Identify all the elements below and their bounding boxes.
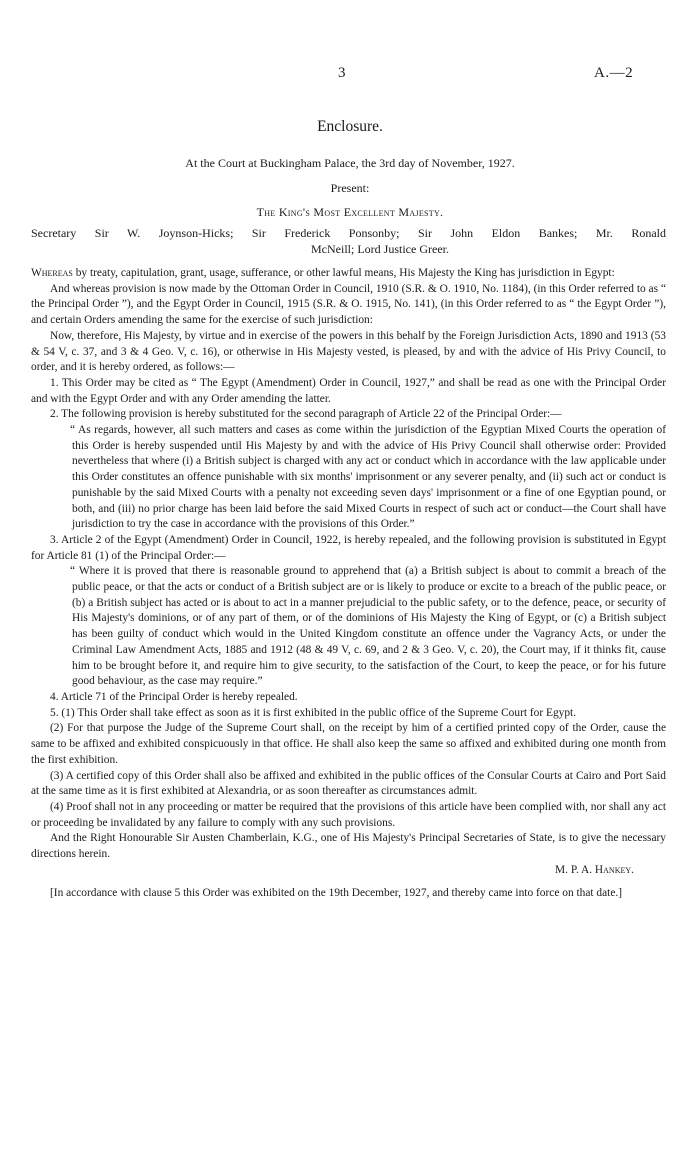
attendees-line-1: Secretary Sir W. Joynson-Hicks; Sir Frederick Ponsonby; Sir John Eldon Bankes; Mr. Ronald (31, 226, 666, 240)
and-whereas-paragraph: And whereas provision is now made by the Ottoman Order in Council, 1910 (S.R. & O. 1910, No. 1184), (in this Order referred to as “ the Principal Order ”), and the Egypt Order in Council, 1915 (S.R. & O. 1915, No. 141), (in this Order referred to as “ the Egypt Order ”), and certain Orders amending the same for the exercise of such jurisdiction: (31, 282, 666, 327)
clause-5-3: (3) A certified copy of this Order shall also be affixed and exhibited in the public offices of the Consular Courts at Cairo and Port Said at the same time as it is first exhibited at Alexandria, or as soon thereafter as circumstances admit. (31, 769, 666, 798)
clause-3-quote: “ Where it is proved that there is reasonable ground to apprehend that (a) a British subject is about to commit a breach of the public peace, or that the acts or conduct of a British subject are or is likely to produce or excite to a breach of the public peace, or (b) a British subject has acted or is about to act in a manner prejudicial to the public safety, or to the defence, peace, or security of His Majesty's dominions, or of any part of them, or of the dominions of His Majesty the King of Egypt, or (c) a British subject has been guilty of conduct which would in the United Kingdom constitute an offence under the Vagrancy Acts, or under the Criminal Law Amendment Acts, 1885 and 1912 (48 & 49 V, c. 69, and 2 & 3 Geo. V, c. 20), the Court may, if it thinks fit, cause him to be brought before it, and require him to give security, to the satisfaction of the Court, to keep the peace, or for his future good behaviour, as the case may require.” (70, 565, 666, 688)
page-header (0, 65, 700, 85)
majesty-line: The King's Most Excellent Majesty. (256, 205, 444, 219)
clause-2-quote: “ As regards, however, all such matters and cases as come within the jurisdiction of the Egyptian Mixed Courts the operation of this Order is hereby suspended until His Majesty by and with the advice of His Privy Council shall otherwise order: Provided nevertheless that where (i) a British subject is charged with any act or conduct which in accordance with the law applicable under this Order constitutes an offence punishable with six months' imprisonment or any severer penalty, and (ii) such act or conduct is punishable by the said Mixed Courts with a penalty not exceeding seven days' imprisonment or a fine of one Egyptian pound, or both, and (iii) no prior charge has been laid before the said Mixed Courts in respect of such act or conduct—the Court shall have jurisdiction to try the case in accordance with the provisions of this Order.” (70, 424, 666, 531)
clause-1: 1. This Order may be cited as “ The Egypt (Amendment) Order in Council, 1927,” and shall be read as one with the Principal Order and with the Egypt Order and with any Order amending the latter. (31, 376, 666, 405)
document-title: Enclosure. (317, 118, 383, 135)
clause-5-1: 5. (1) This Order shall take effect as soon as it is first exhibited in the public office of the Supreme Court for Egypt. (50, 706, 577, 719)
final-paragraph: And the Right Honourable Sir Austen Chamberlain, K.G., one of His Majesty's Principal Secretaries of State, is to give the necessary directions herein. (31, 832, 666, 861)
page-number: 3 (338, 65, 346, 81)
whereas-text: by treaty, capitulation, grant, usage, sufferance, or other lawful means, His Majesty the King has jurisdiction in Egypt: (72, 267, 615, 279)
document-reference: A.—2 (594, 65, 634, 81)
now-therefore-paragraph: Now, therefore, His Majesty, by virtue and in exercise of the powers in this behalf by the Foreign Jurisdiction Acts, 1890 and 1913 (53 & 54 V, c. 37, and 3 & 4 Geo. V, c. 16), or otherwise in His Majesty vested, is pleased, by and with the advice of His Privy Council, to order, and it is hereby ordered, as follows:— (31, 329, 666, 374)
court-line: At the Court at Buckingham Palace, the 3rd day of November, 1927. (185, 156, 515, 170)
clause-5-2: (2) For that purpose the Judge of the Supreme Court shall, on the receipt by him of a certified printed copy of the Order, cause the same to be affixed and exhibited conspicuously in that office. He shall also keep the same so affixed and exhibited during one month from the first exhibition. (31, 722, 666, 766)
attendees-line-2: McNeill; Lord Justice Greer. (311, 242, 449, 256)
signature: M. P. A. Hankey. (555, 863, 634, 876)
clause-2: 2. The following provision is hereby substituted for the second paragraph of Article 22 of the Principal Order:— (50, 408, 562, 421)
whereas-paragraph (31, 266, 666, 282)
order-body (31, 266, 666, 902)
whereas-word: Whereas (31, 267, 73, 279)
editorial-note: [In accordance with clause 5 this Order was exhibited on the 19th December, 1927, and thereby came into force on that date.] (50, 887, 623, 900)
clause-4: 4. Article 71 of the Principal Order is hereby repealed. (50, 690, 298, 703)
clause-5-4: (4) Proof shall not in any proceeding or matter be required that the provisions of this article have been complied with, nor shall any act or proceeding be invalidated by any failure to comply with any such provisions. (31, 800, 666, 829)
present-label: Present: (330, 181, 370, 195)
clause-3: 3. Article 2 of the Egypt (Amendment) Order in Council, 1922, is hereby repealed, and the following provision is substituted in Egypt for Article 81 (1) of the Principal Order:— (31, 533, 666, 562)
